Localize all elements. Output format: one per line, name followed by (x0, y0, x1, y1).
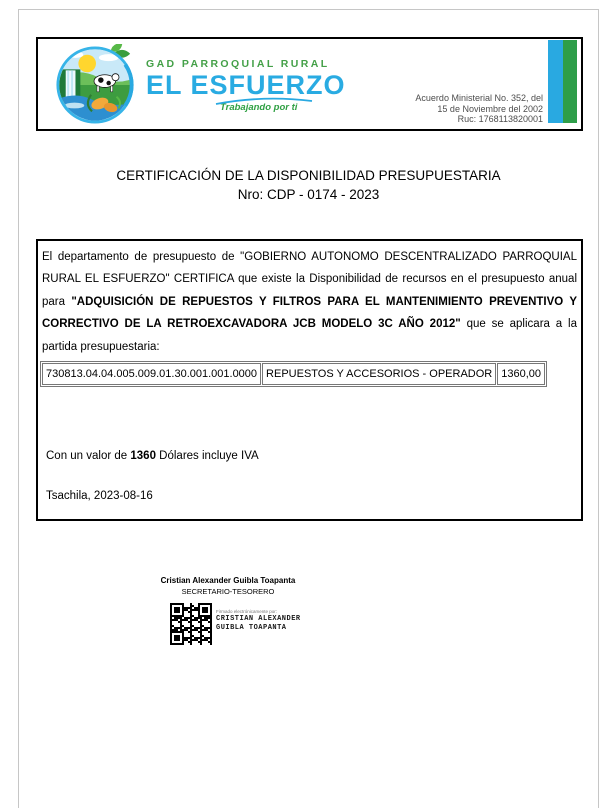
document-title (19, 167, 598, 204)
slogan-wrap (220, 102, 310, 113)
digital-signature-stamp (216, 609, 301, 632)
org-name-label: EL ESFUERZO (146, 70, 346, 100)
certification-body (36, 239, 583, 521)
paragraph-part-1: El departamento de presupuesto de "GOBIERNO AUTONOMO DESCENTRALIZADO PARROQUIAL RURAL EL ESFUERZO" CERTIFICA que existe la Disponibilidad de recursos en el presupuesto anual para (42, 251, 577, 308)
ministerial-agreement-text (415, 93, 543, 125)
cell-partida-description: REPUESTOS Y ACCESORIOS - OPERADOR (262, 363, 496, 385)
title-line-2: Nro: CDP - 0174 - 2023 (237, 186, 380, 202)
logo-text-block (146, 58, 346, 113)
green-bar (563, 40, 578, 123)
org-type-label: GAD PARROQUIAL RURAL (146, 58, 330, 70)
value-statement (46, 450, 259, 462)
certification-paragraph (42, 246, 577, 358)
value-prefix: Con un valor de (46, 450, 131, 462)
signer-role: SECRETARIO-TESORERO (181, 587, 275, 596)
paragraph-bold-object: "ADQUISICIÓN DE REPUESTOS Y FILTROS PARA EL MANTENIMIENTO PREVENTIVO Y CORRECTIVO DE LA RETROEXCAVADORA JCB MODELO 3C AÑO 2012" (42, 295, 578, 331)
stamp-header-text: Firmado electrónicamente por: (216, 609, 278, 614)
swoosh-icon (214, 96, 314, 106)
place-date: Tsachila, 2023-08-16 (46, 490, 153, 502)
signature-block (78, 576, 378, 596)
cell-partida-code: 730813.04.04.005.009.01.30.001.001.0000 (42, 363, 261, 385)
agreement-line-1: Acuerdo Ministerial No. 352, del (415, 93, 543, 103)
header-color-bars (548, 40, 577, 123)
value-suffix: Dólares incluye IVA (155, 450, 259, 462)
stamp-name-line-2: GUIBLA TOAPANTA (216, 623, 287, 632)
table-row (42, 363, 545, 385)
signer-name: Cristian Alexander Guibla Toapanta (160, 576, 296, 585)
agreement-line-3: Ruc: 1768113820001 (457, 114, 543, 125)
value-amount: 1360 (130, 450, 156, 462)
agreement-line-2: 15 de Noviembre del 2002 (437, 103, 543, 114)
stamp-name-line-1: CRISTIAN ALEXANDER (216, 615, 301, 623)
blue-bar (548, 40, 563, 123)
paragraph-part-2: que se aplicara a la partida presupuestaria: (42, 318, 577, 353)
slogan-label: Trabajando por ti (220, 102, 298, 113)
signature-qr-icon (170, 603, 212, 645)
cell-partida-amount: 1360,00 (497, 363, 545, 385)
title-line-1: CERTIFICACIÓN DE LA DISPONIBILIDAD PRESUPUESTARIA (116, 168, 501, 183)
header (36, 37, 583, 131)
parish-logo-icon (54, 44, 136, 126)
partida-table (40, 361, 547, 387)
document-page (18, 9, 599, 808)
